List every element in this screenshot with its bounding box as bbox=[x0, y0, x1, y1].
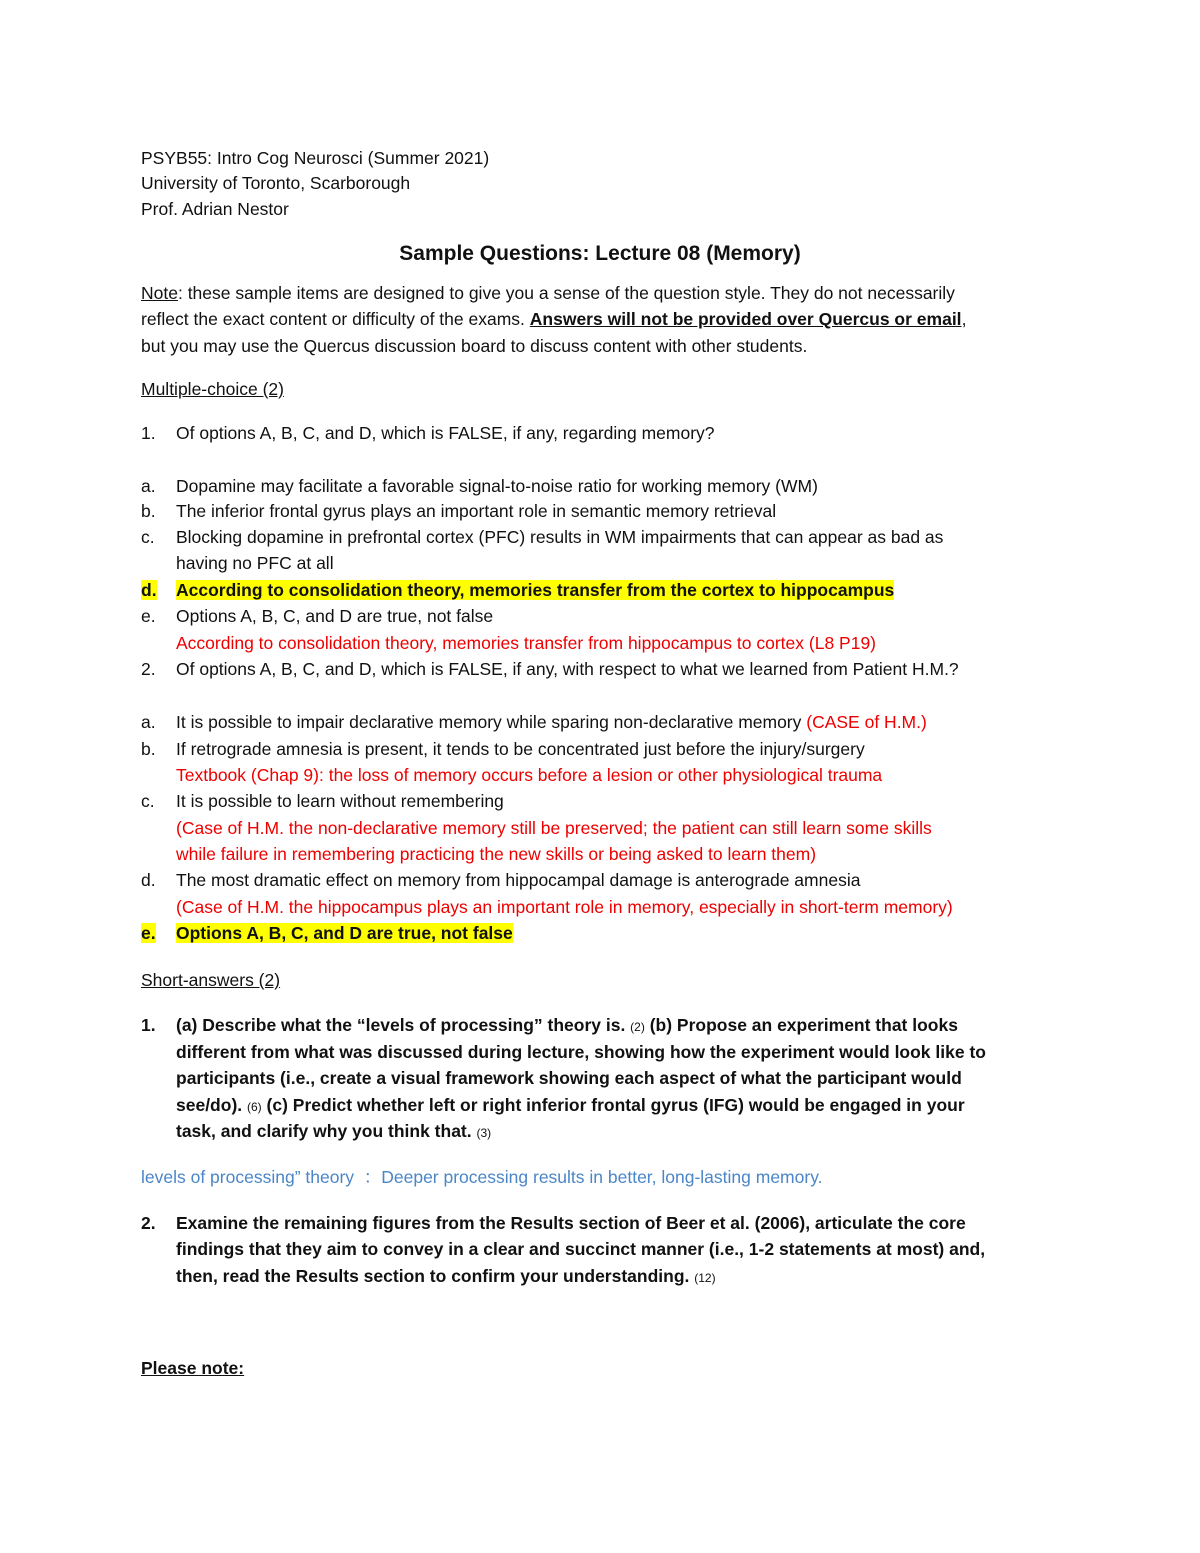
sa-q1-line-5 bbox=[176, 1119, 491, 1145]
mc-q1-option-a-label: a. bbox=[141, 476, 156, 496]
mc-q2-option-c-note-2: while failure in remembering practicing the new skills or being asked to learn them) bbox=[176, 844, 817, 864]
sa-q1-points-c: (3) bbox=[476, 1126, 492, 1140]
note-line-1 bbox=[141, 281, 955, 305]
mc-q2-option-b-label: b. bbox=[141, 739, 156, 759]
mc-q1-option-c-cont: having no PFC at all bbox=[176, 553, 334, 573]
mc-q2-option-a-note: (CASE of H.M.) bbox=[806, 712, 927, 732]
university-line: University of Toronto, Scarborough bbox=[141, 173, 411, 193]
mc-q2-option-a-label: a. bbox=[141, 712, 156, 732]
sa-q1-points-b: (6) bbox=[247, 1100, 262, 1114]
mc-q1-text: Of options A, B, C, and D, which is FALSE, if any, regarding memory? bbox=[176, 423, 715, 443]
sa-q1-line-2: different from what was discussed during lecture, showing how the experiment would look like to bbox=[176, 1042, 986, 1062]
mc-q1-number: 1. bbox=[141, 423, 156, 443]
note-label: Note bbox=[141, 283, 178, 303]
mc-q2-option-d-note: (Case of H.M. the hippocampus plays an important role in memory, especially in short-term memory) bbox=[176, 897, 953, 917]
mc-q2-option-d-label: d. bbox=[141, 870, 156, 890]
course-line: PSYB55: Intro Cog Neurosci (Summer 2021) bbox=[141, 148, 490, 168]
note-warning: Answers will not be provided over Quercus or email bbox=[529, 309, 962, 329]
page-title: Sample Questions: Lecture 08 (Memory) bbox=[399, 242, 801, 265]
mc-q2-option-c-note: (Case of H.M. the non-declarative memory still be preserved; the patient can still learn some skills bbox=[176, 818, 932, 838]
please-note-heading: Please note: bbox=[141, 1358, 245, 1378]
sa-q1-line-4 bbox=[176, 1093, 965, 1119]
mc-q2-option-e-text: Options A, B, C, and D are true, not false bbox=[176, 923, 513, 943]
sa-q1-line-3: participants (i.e., create a visual framework showing each aspect of what the participant would bbox=[176, 1068, 962, 1088]
sa-q1-line-5-start: task, and clarify why you think that. bbox=[176, 1121, 477, 1141]
mc-q1-option-d-text: According to consolidation theory, memories transfer from the cortex to hippocampus bbox=[176, 580, 895, 600]
sa-q2-line-1: Examine the remaining figures from the Results section of Beer et al. (2006), articulate the core bbox=[176, 1213, 966, 1233]
sa-q1-number: 1. bbox=[141, 1015, 156, 1035]
mc-q1-option-b-label: b. bbox=[141, 501, 156, 521]
mc-q1-option-b: The inferior frontal gyrus plays an important role in semantic memory retrieval bbox=[176, 501, 777, 521]
mc-q1-option-c-label: c. bbox=[141, 527, 155, 547]
mc-q2-option-c-label: c. bbox=[141, 791, 155, 811]
mc-q2-option-e bbox=[176, 921, 513, 945]
sa-q1-part-b: (b) Propose an experiment that looks bbox=[644, 1015, 958, 1035]
mc-q1-option-e: Options A, B, C, and D are true, not false bbox=[176, 606, 494, 626]
note-line-3: but you may use the Quercus discussion board to discuss content with other students. bbox=[141, 336, 808, 356]
mc-q2-option-e-label bbox=[141, 921, 156, 945]
mc-q2-option-d: The most dramatic effect on memory from hippocampal damage is anterograde amnesia bbox=[176, 870, 861, 890]
mc-q2-option-a bbox=[176, 710, 927, 734]
note-line-2 bbox=[141, 307, 966, 331]
mc-q2-option-c: It is possible to learn without remembering bbox=[176, 791, 504, 811]
mc-q1-option-d bbox=[176, 578, 894, 602]
mc-q1-answer: According to consolidation theory, memories transfer from hippocampus to cortex (L8 P19) bbox=[176, 633, 876, 653]
mc-q2-option-b-note: Textbook (Chap 9): the loss of memory occurs before a lesion or other physiological trauma bbox=[176, 765, 883, 785]
sa-q2-points: (12) bbox=[694, 1271, 716, 1285]
mc-q2-text: Of options A, B, C, and D, which is FALSE, if any, with respect to what we learned from Patient H.M.? bbox=[176, 659, 959, 679]
sa-q1-answer: levels of processing” theory ：Deeper processing results in better, long-lasting memory. bbox=[141, 1167, 823, 1187]
sa-q1-part-c: (c) Predict whether left or right inferior frontal gyrus (IFG) would be engaged in your bbox=[261, 1095, 965, 1115]
mc-q1-option-a: Dopamine may facilitate a favorable signal-to-noise ratio for working memory (WM) bbox=[176, 476, 818, 496]
sa-q1-part-a: (a) Describe what the “levels of processing” theory is. bbox=[176, 1015, 631, 1035]
note-text-1: : these sample items are designed to give you a sense of the question style. They do not necessarily bbox=[177, 283, 955, 303]
mc-q1-option-d-label bbox=[141, 578, 157, 602]
sa-q2-line-3-start: then, read the Results section to confirm your understanding. bbox=[176, 1266, 695, 1286]
note-comma: , bbox=[961, 309, 967, 329]
sa-q2-line-2: findings that they aim to convey in a clear and succinct manner (i.e., 1-2 statements at most) and, bbox=[176, 1239, 986, 1259]
sa-q1-line-4-start: see/do). bbox=[176, 1095, 247, 1115]
mc-q2-option-e-label-text: e. bbox=[141, 923, 156, 943]
sa-q1-points-a: (2) bbox=[630, 1020, 645, 1034]
mc-q1-option-c: Blocking dopamine in prefrontal cortex (PFC) results in WM impairments that can appear as bad as bbox=[176, 527, 944, 547]
professor-line: Prof. Adrian Nestor bbox=[141, 199, 289, 219]
mc-q2-option-b: If retrograde amnesia is present, it tends to be concentrated just before the injury/surgery bbox=[176, 739, 865, 759]
mc-q1-option-d-label-text: d. bbox=[141, 580, 157, 600]
sa-q2-number: 2. bbox=[141, 1213, 156, 1233]
mc-q2-option-a-text: It is possible to impair declarative memory while sparing non-declarative memory bbox=[176, 712, 807, 732]
mc-q2-number: 2. bbox=[141, 659, 156, 679]
sa-heading: Short-answers (2) bbox=[141, 970, 281, 990]
mc-heading: Multiple-choice (2) bbox=[141, 379, 284, 399]
mc-q1-option-e-label: e. bbox=[141, 606, 156, 626]
sa-q2-line-3 bbox=[176, 1264, 716, 1290]
sa-q1-line-1 bbox=[176, 1013, 958, 1039]
note-text-2: reflect the exact content or difficulty of the exams. bbox=[141, 309, 530, 329]
